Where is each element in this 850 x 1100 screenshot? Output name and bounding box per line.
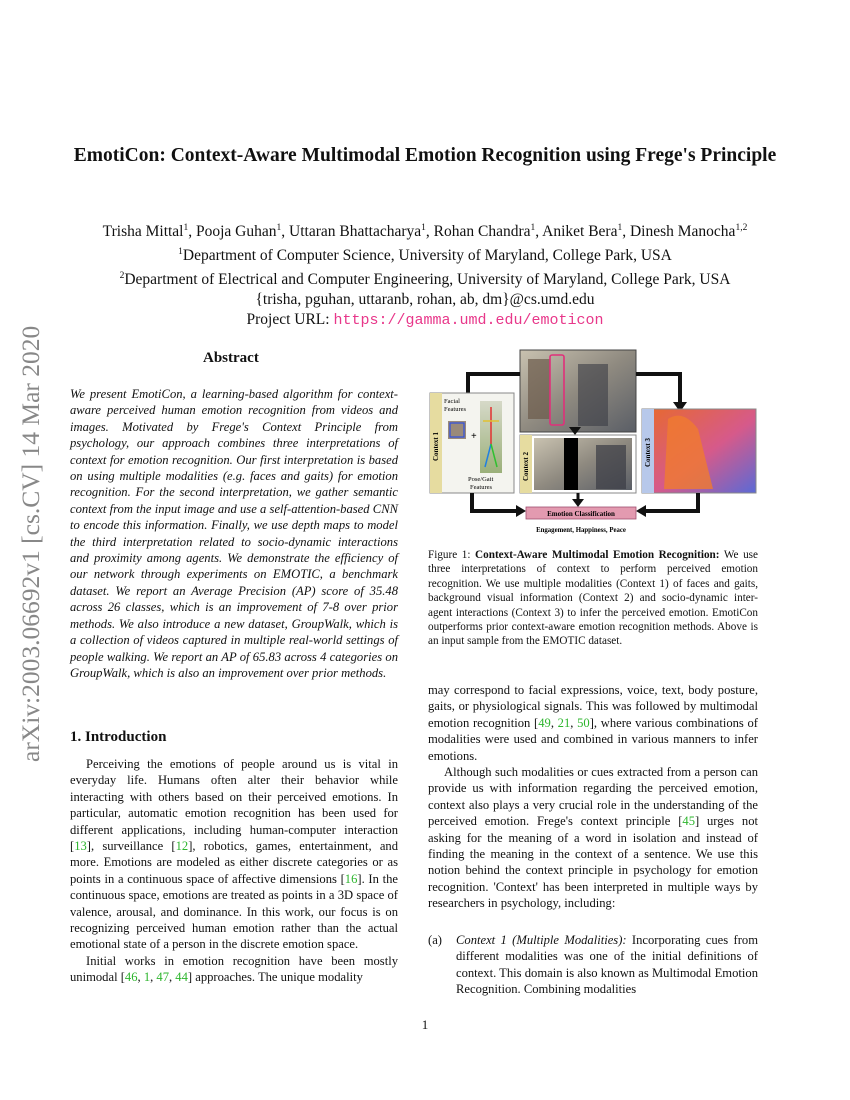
author-affiliation-mark: 1 bbox=[530, 223, 536, 233]
author-affiliation-mark: 1 bbox=[421, 223, 426, 233]
paragraph: Initial works in emotion recognition have been mostly unimodal [46, 1, 47, 44] approaches. The unique modality bbox=[70, 953, 398, 985]
paragraph: Although such modalities or cues extracted from a person can provide us with information regarding the perceived emotion, context also plays a very crucial role in the understanding of the perceived emotion. Frege's context principle [45] urges not asking for the meaning of a word in isolation and instead of finding the meaning in the context of a sentence. We use this notion behind the context principle in psychology for emotion recognition. 'Context' has been interpreted in multiple ways by researchers in psychology, including: bbox=[428, 765, 758, 911]
affiliation-2-text: Department of Electrical and Computer Engineering, University of Maryland, College Park, USA bbox=[124, 271, 731, 289]
emotion-classification-label: Emotion Classification bbox=[547, 510, 615, 518]
author-affiliation-mark: 1 bbox=[617, 223, 623, 233]
author-name: Pooja Guhan bbox=[196, 223, 277, 241]
citation-link[interactable]: 16 bbox=[344, 871, 358, 886]
page-number: 1 bbox=[421, 1017, 429, 1032]
author-name: Trisha Mittal bbox=[102, 223, 184, 241]
author-affiliation-mark: 1 bbox=[276, 223, 282, 233]
context-2-label: Context 2 bbox=[522, 452, 530, 481]
citation-link[interactable]: 49 bbox=[538, 715, 551, 730]
figure-1-caption bbox=[428, 548, 758, 649]
citation-link[interactable]: 45 bbox=[682, 814, 695, 829]
author-name: Aniket Bera bbox=[542, 223, 618, 241]
project-url-link[interactable]: https://gamma.umd.edu/emoticon bbox=[333, 312, 604, 330]
introduction-body bbox=[70, 756, 398, 986]
project-url-line bbox=[40, 310, 810, 331]
author-name: Dinesh Manocha bbox=[629, 223, 736, 241]
paragraph: may correspond to facial expressions, voice, text, body posture, gaits, or physiological signals. This was followed by multimodal emotion recognition [49, 21, 50], where various combinations of modalities were used and combined in various manners to infer emotions. bbox=[428, 683, 758, 763]
author-list: Trisha Mittal$^1$, Pooja Guhan$^1$, Uttaran Bhattacharya$^1$, Rohan Chandra$^1$, Aniket Bera$^1$, Dinesh Manocha$^{1,2}$ bbox=[102, 223, 748, 241]
author-affiliation-mark: 1 bbox=[183, 223, 189, 233]
citation-link[interactable]: 21 bbox=[557, 715, 571, 730]
context-3-label: Context 3 bbox=[644, 438, 652, 467]
caption-title: Context-Aware Multimodal Emotion Recognition: bbox=[475, 549, 720, 561]
abstract-text: We present EmotiCon, a learning-based algorithm for context-aware perceived human emotion recognition from videos and images. Motivated by Frege's Context Principle from psychology, our approach combines three interpretations of context for emotion recognition. Our first interpretation is based on using multiple modalities (e.g. faces and gaits) for emotion recognition. For the second interpretation, we gather semantic context from the input image and use a self-attention-based CNN to encode this information. Finally, we use depth maps to model the third interpretation related to socio-dynamic interactions and proximity among agents. We demonstrate the efficiency of our network through experiments on EMOTIC, a benchmark dataset. We report an Average Precision (AP) score of 35.48 across 26 classes, which is an improvement of 7-8 over prior methods. We also introduce a new dataset, GroupWalk, which is a collection of videos captured in multiple real-world settings of people walking. We report an AP of 65.83 across 4 categories on GroupWalk, which is also an improvement over prior methods. bbox=[70, 387, 398, 680]
citation-link[interactable]: 46 bbox=[124, 970, 138, 985]
caption-prefix: Figure 1: bbox=[428, 549, 471, 561]
paragraph: Perceiving the emotions of people around us is vital in everyday life. Humans often alter their behavior while interacting with others based on their perceived emotions. In particular, automatic emotion recognition has been used for different applications, including human-computer interaction [13], surveillance [12], robotics, games, entertainment, and more. Emotions are modeled as either discrete categories or as points in a continuous space of affective dimensions [16]. In the continuous space, emotions are treated as points in a 3D space of valence, arousal, and dominance. In this work, our focus is on recognizing perceived human emotion rather than the actual emotional state of a person in the discrete emotion space. bbox=[70, 757, 398, 952]
citation-link[interactable]: 50 bbox=[577, 715, 590, 730]
affiliation-1: $^1$Department of Computer Science, University of Maryland, College Park, USA bbox=[178, 247, 672, 265]
facial-features-label-2: Features bbox=[444, 406, 467, 413]
arxiv-stamp-text: arXiv:2003.06692v1 [cs.CV] 14 Mar 2020 bbox=[16, 325, 45, 762]
author-block bbox=[40, 218, 810, 331]
abstract-heading: Abstract bbox=[203, 350, 259, 366]
list-item-label: (a) bbox=[428, 933, 442, 947]
caption-text: We use three interpretations of context to perform perceived emotion recognition. We use multiple modalities (Context 1) of faces and gaits, background visual information (Context 2) and socio-dynamic inter-agent interactions (Context 3) to infer the perceived emotion. EmotiCon outperforms prior context-aware emotion recognition methods. Above is an input sample from the EMOTIC dataset. bbox=[428, 549, 758, 648]
pose-gait-label-1: Pose/Gait bbox=[468, 476, 494, 483]
svg-text:+: + bbox=[471, 431, 477, 442]
facial-features-label-1: Facial bbox=[444, 398, 460, 405]
citation-link[interactable]: 1 bbox=[143, 970, 151, 985]
project-url-label: Project URL: bbox=[246, 311, 330, 329]
list-item-title: Context 1 (Multiple Modalities): bbox=[456, 933, 627, 947]
citation-link[interactable]: 12 bbox=[175, 839, 189, 854]
citation-link[interactable]: 44 bbox=[175, 970, 188, 985]
list-item bbox=[428, 932, 758, 998]
context-1-label: Context 1 bbox=[432, 432, 440, 461]
figure-1 bbox=[428, 349, 758, 541]
author-name: Rohan Chandra bbox=[433, 223, 531, 241]
section-heading-introduction: 1. Introduction bbox=[70, 729, 167, 745]
affiliation-1-text: Department of Computer Science, University of Maryland, College Park, USA bbox=[182, 247, 672, 265]
citation-link[interactable]: 13 bbox=[74, 839, 87, 854]
arxiv-stamp bbox=[12, 292, 46, 762]
paper-title: EmotiCon: Context-Aware Multimodal Emotion Recognition using Frege's Principle bbox=[73, 145, 777, 166]
list-item-text: Incorporating cues from different modalities was one of the initial definitions of context. This domain is also known as Multimodal Emotion Recognition. Combining modalities bbox=[456, 933, 758, 997]
pose-gait-label-2: Features bbox=[470, 484, 493, 491]
citation-link[interactable]: 47 bbox=[156, 970, 169, 985]
right-column-body bbox=[428, 682, 758, 912]
affiliation-2: $^2$Department of Electrical and Computer Engineering, University of Maryland, College Park, USA bbox=[119, 271, 731, 289]
author-affiliation-mark: 1,2 bbox=[735, 223, 748, 233]
author-emails: {trisha, pguhan, uttaranb, rohan, ab, dm}@cs.umd.edu bbox=[255, 291, 595, 309]
author-name: Uttaran Bhattacharya bbox=[289, 223, 422, 241]
output-emotion-labels: Engagement, Happiness, Peace bbox=[536, 527, 626, 534]
